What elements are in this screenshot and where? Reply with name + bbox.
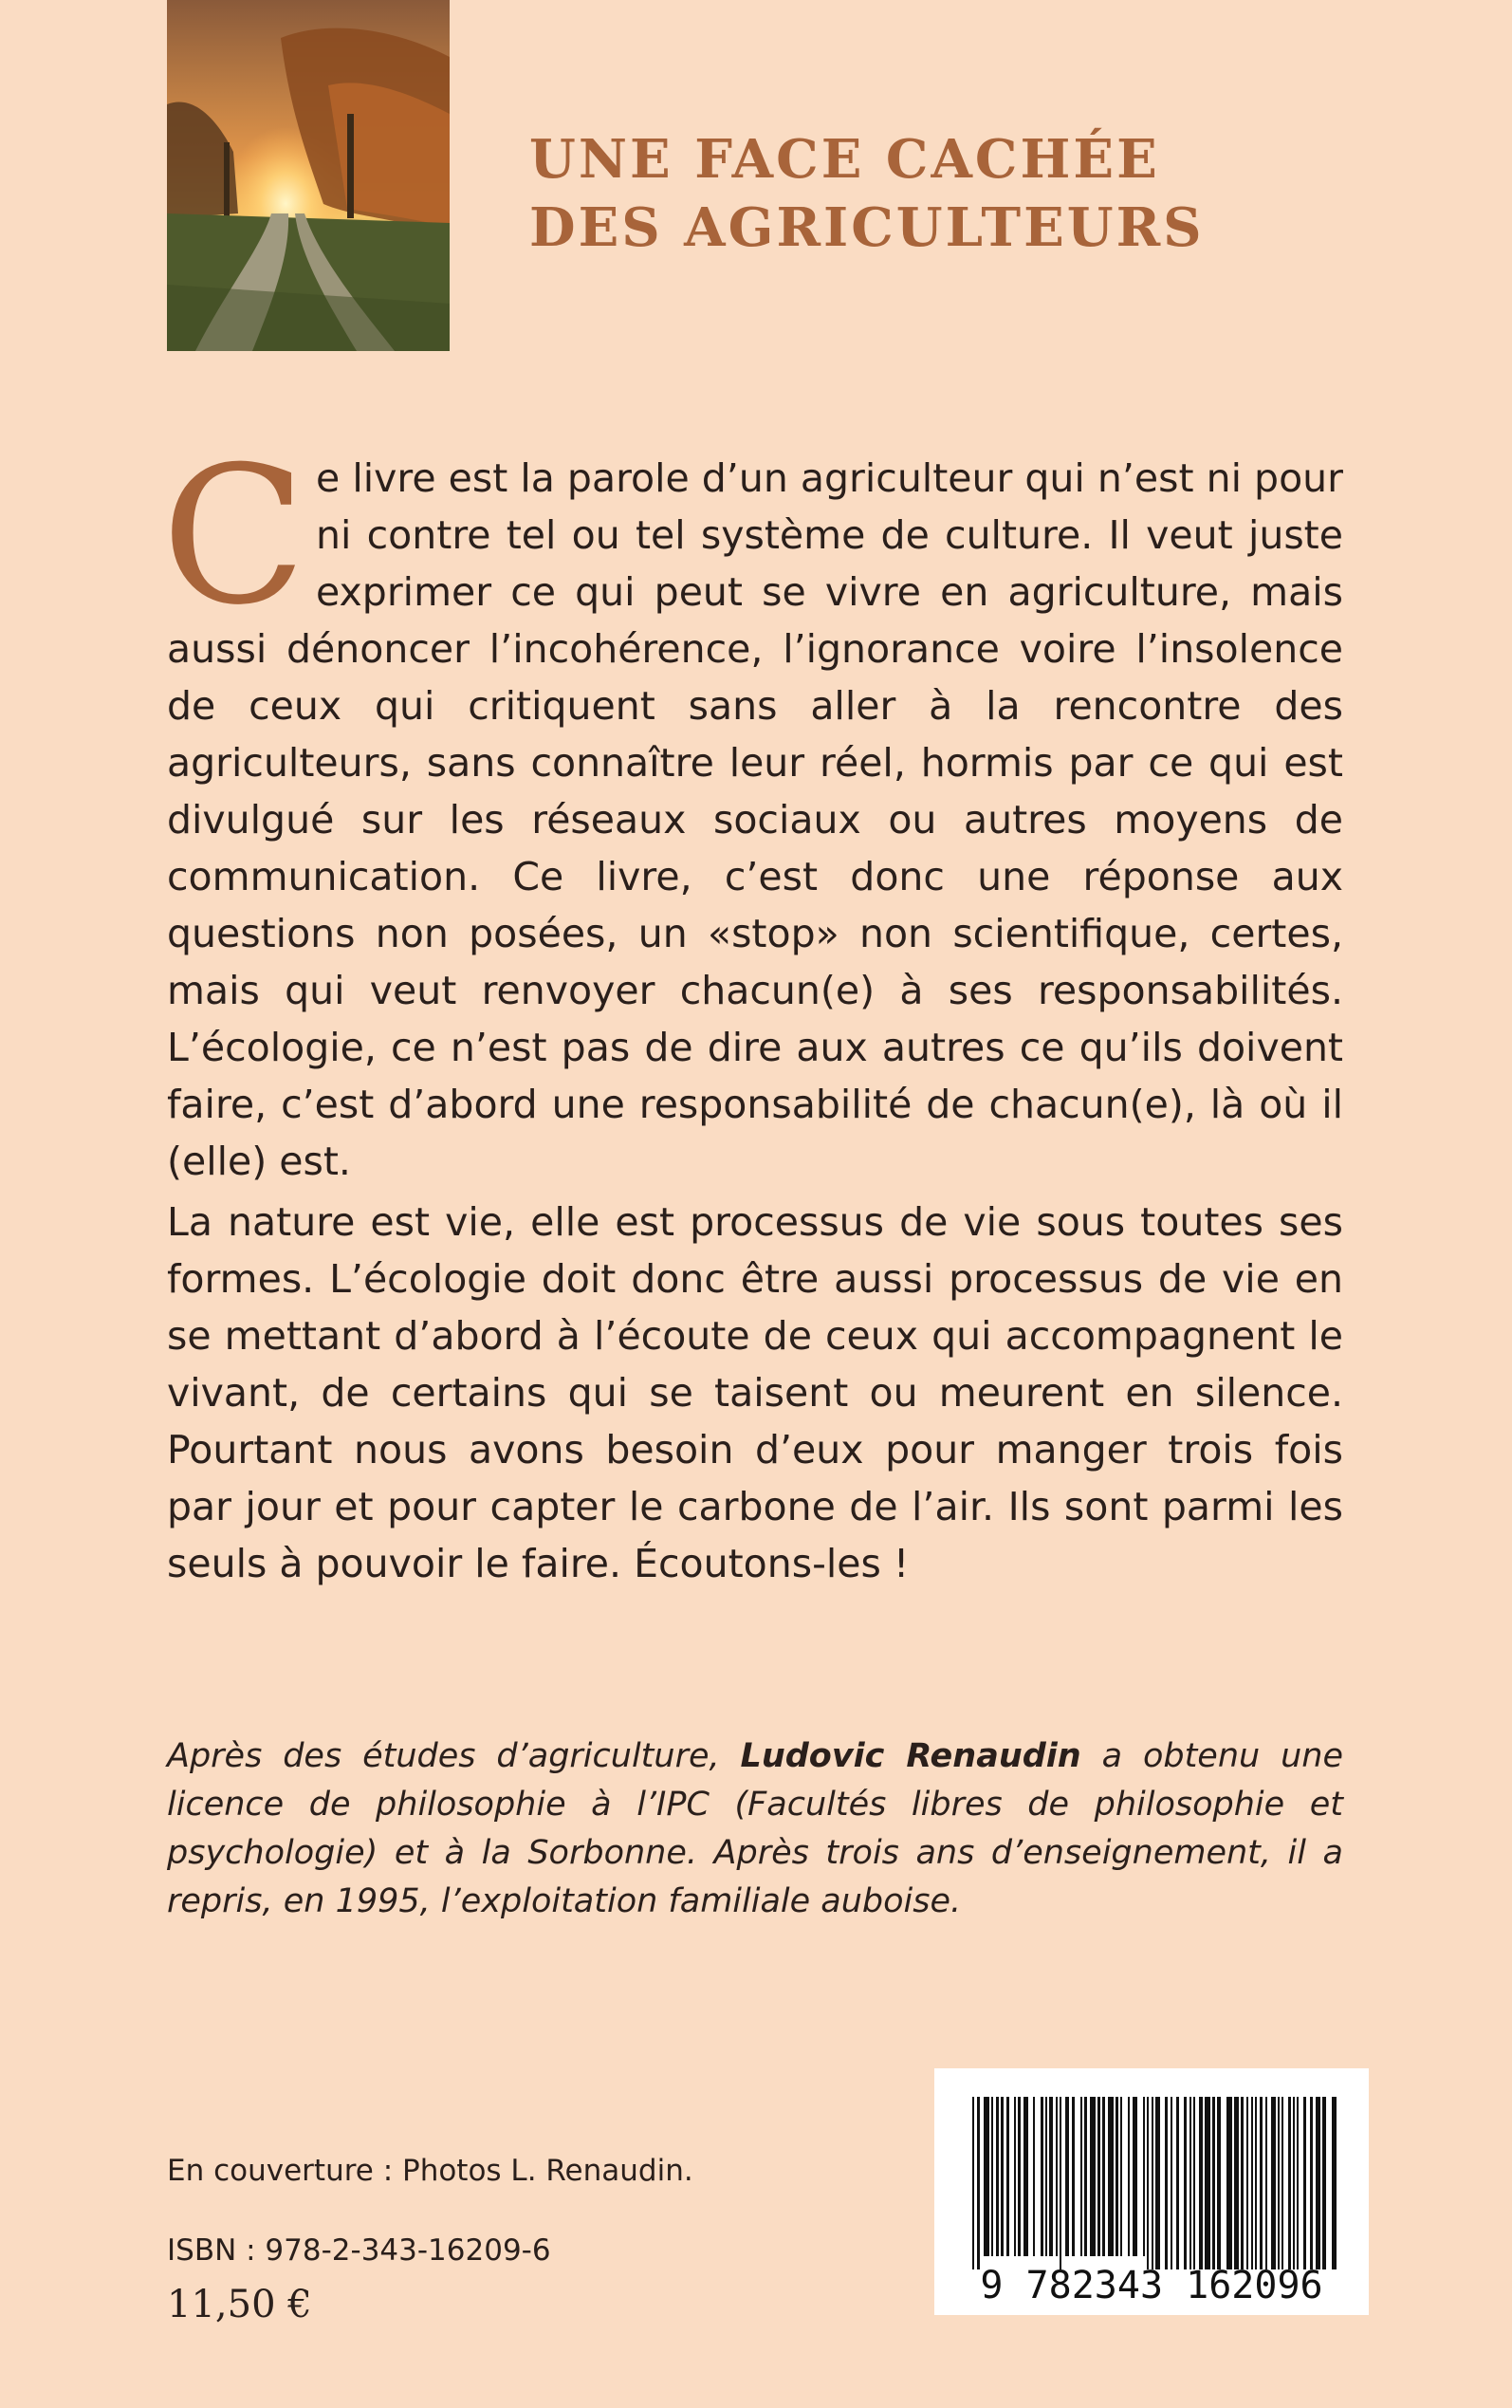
barcode-bar [1278,2097,1280,2269]
barcode-bar [1205,2097,1210,2269]
barcode-bar [1155,2097,1160,2269]
barcode-bar [1217,2097,1221,2269]
barcode-bar [1049,2097,1053,2256]
cover-photo [167,0,450,351]
barcode-bar [1097,2097,1100,2256]
barcode-bar [991,2097,993,2256]
barcode-bar [1080,2097,1082,2256]
barcode-bar [1065,2097,1069,2256]
barcode-bar [1041,2097,1043,2256]
barcode-bar [1084,2097,1087,2256]
barcode-bar [1246,2097,1248,2269]
barcode-bar [1176,2097,1179,2269]
barcode-bar [1310,2097,1313,2269]
cover-credit: En couverture : Photos L. Renaudin. [167,2154,693,2188]
barcode-bar [1018,2097,1021,2256]
barcode-bar [1152,2097,1153,2269]
barcode-bar [1234,2097,1239,2269]
barcode-bar [1090,2097,1096,2256]
barcode-bar [1271,2097,1276,2269]
barcode-digits: 9 782343 162096 [980,2264,1323,2307]
barcode-bar [1241,2097,1244,2269]
barcode-bar [1199,2097,1203,2269]
barcode-bar [977,2097,980,2269]
barcode-bar [1255,2097,1257,2269]
barcode-bar [1023,2097,1028,2256]
barcode-bar [1001,2097,1004,2256]
author-name: Ludovic Renaudin [740,1737,1081,1775]
blurb-paragraph-1-text: e livre est la parole d’un agriculteur qui n’est ni pour ni contre tel ou tel système de culture. Il veut juste exprimer ce qui peut se vivre en agriculture, mais aussi dénoncer l’incohérence, l’ignorance voire l’insolence de ceux qui critiquent sans aller à la rencontre des agriculteurs, sans connaître leur réel, hormis par ce qui est divulgué sur les réseaux sociaux ou autres moyens de communication. Ce livre, c’est donc une réponse aux questions non posées, un «stop» non scientifique, certes, mais qui veut renvoyer chacun(e) à ses responsabilités. L’écologie, ce n’est pas de dire aux autres ce qu’ils doivent faire, c’est d’abord une responsabilité de chacun(e), là où il (elle) est. [167,455,1343,1184]
barcode-bar [1147,2097,1149,2269]
blurb-paragraph-1 [161,426,1343,1184]
barcode-bar [1128,2097,1130,2256]
barcode-bar [1072,2097,1075,2256]
barcode-bar [1303,2097,1306,2269]
barcode-bar [1171,2097,1172,2269]
title-line-2: DES AGRICULTEURS [529,196,1205,259]
barcode-bar [1056,2097,1058,2256]
barcode-bar [1033,2097,1035,2256]
barcode-bar [1120,2097,1122,2256]
drop-cap: C [161,426,307,647]
barcode-graphic [934,2068,1369,2315]
barcode-bar [1165,2097,1168,2269]
barcode [934,2068,1369,2315]
barcode-bar [1102,2097,1105,2256]
barcode-bar [1133,2097,1137,2256]
price: 11,50 € [167,2283,312,2326]
barcode-bar [972,2097,974,2269]
bio-intro: Après des études d’agriculture, [167,1737,741,1775]
barcode-bar [1045,2097,1047,2256]
barcode-bar [996,2097,999,2256]
barcode-bar [1060,2097,1061,2269]
author-bio [167,1732,1343,1926]
barcode-bar [1226,2097,1232,2269]
barcode-bar [1293,2097,1295,2269]
bio-rest: a obtenu une licence de philosophie à l’IPC (Facultés libres de philosophie et psychologie) et à la Sorbonne. Après trois ans d’enseignement, il a repris, en 1995, l’exploitation familiale auboise. [167,1737,1343,1920]
barcode-bar [1116,2097,1118,2256]
blurb-paragraph-2: La nature est vie, elle est processus de vie sous toutes ses formes. L’écologie doit donc être aussi processus de vie en se mettant d’abord à l’écoute de ceux qui accompagnent le vivant, de certains qui se taisent ou meurent en silence. Pourtant nous avons besoin d’eux pour manger trois fois par jour et pour capter le carbone de l’air. Ils sont parmi les seuls à pouvoir le faire. Écoutons-les ! [167,1199,1343,1586]
barcode-bar [1288,2097,1291,2269]
title-line-1: UNE FACE CACHÉE [529,128,1160,191]
barcode-bar [1184,2097,1187,2269]
barcode-bar [1260,2097,1263,2269]
barcode-bar [1316,2097,1320,2269]
barcode-bar [1297,2097,1299,2269]
barcode-bar [1108,2097,1114,2256]
barcode-bar [1014,2097,1016,2256]
isbn: ISBN : 978-2-343-16209-6 [167,2233,551,2268]
barcode-bar [1322,2097,1326,2269]
book-title [529,125,1205,262]
barcode-bar [1006,2097,1009,2256]
barcode-bar [1193,2097,1195,2269]
barcode-bar [1265,2097,1267,2269]
barcode-bar [984,2097,989,2256]
barcode-bar [1282,2097,1283,2269]
barcode-bar [1332,2097,1337,2269]
barcode-bar [1189,2097,1191,2269]
barcode-bar [1251,2097,1253,2269]
barcode-bar [1212,2097,1215,2269]
barcode-bar [1143,2097,1145,2256]
